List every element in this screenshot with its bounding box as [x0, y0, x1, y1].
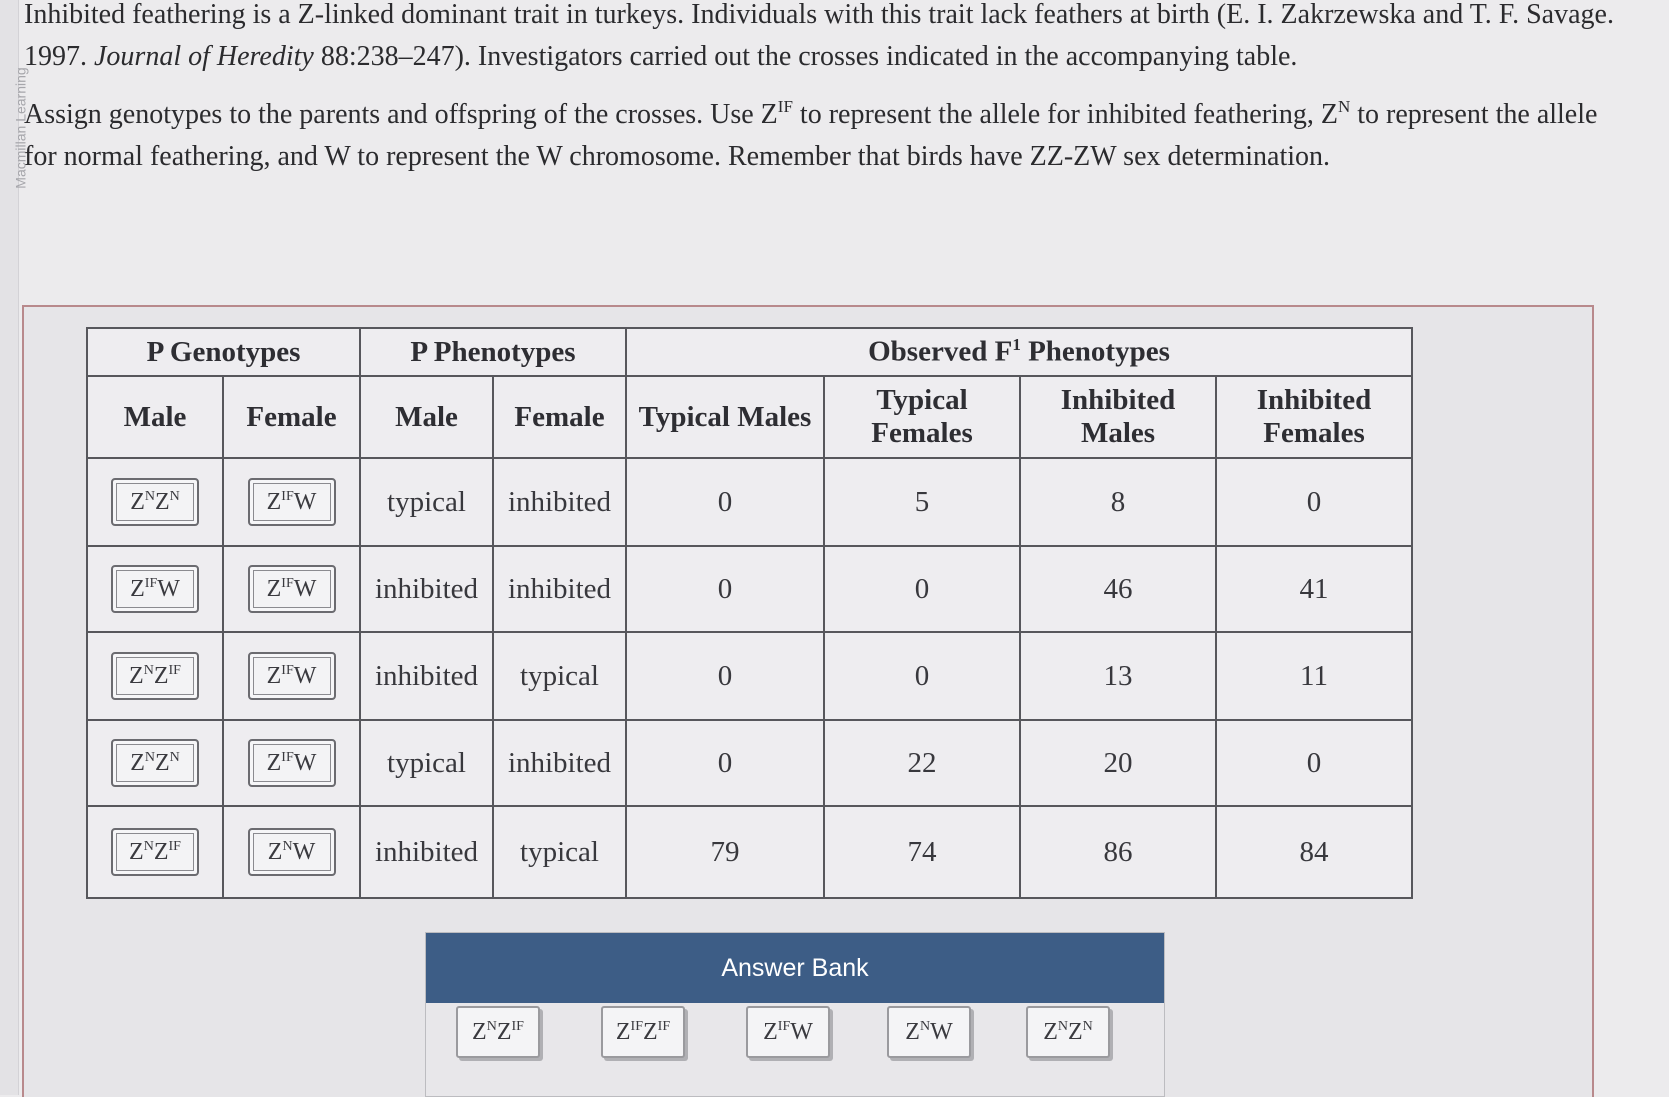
female-genotype-dropzone[interactable]: $Z^{IF}W$	[248, 652, 336, 700]
sidebar-label: Macmillan Learning	[12, 67, 29, 189]
male-phenotype-cell: typical	[360, 720, 493, 806]
male-genotype-dropzone[interactable]: $Z^NZ^N$	[111, 739, 199, 787]
male-genotype-dropzone[interactable]: $Z^NZ^N$	[111, 478, 199, 526]
sidebar-strip	[0, 0, 29, 1095]
typical-females-count: 5	[824, 458, 1020, 546]
question-text	[24, 0, 1624, 194]
male-phenotype-cell: inhibited	[360, 806, 493, 898]
male-genotype-cell	[87, 806, 223, 898]
answer-bank-item[interactable]: $Z^{IF}W$	[746, 1006, 830, 1058]
header-male-genotype: Male	[87, 376, 223, 458]
male-phenotype-cell: inhibited	[360, 632, 493, 720]
male-genotype-dropzone[interactable]: $Z^NZ^{IF}$	[111, 828, 199, 876]
female-phenotype-cell: typical	[493, 806, 626, 898]
typical-males-count: 0	[626, 458, 824, 546]
table-body	[87, 458, 1412, 898]
header-male-phenotype: Male	[360, 376, 493, 458]
table-row	[87, 546, 1412, 632]
inhibited-males-count: 20	[1020, 720, 1216, 806]
female-genotype-dropzone[interactable]: $Z^{IF}W$	[248, 739, 336, 787]
female-phenotype-cell: typical	[493, 632, 626, 720]
table-row	[87, 458, 1412, 546]
inhibited-males-count: 8	[1020, 458, 1216, 546]
male-phenotype-cell: inhibited	[360, 546, 493, 632]
table-row	[87, 720, 1412, 806]
male-genotype-cell	[87, 546, 223, 632]
header-p-genotypes: P Genotypes	[87, 328, 360, 376]
header-typical-males: Typical Males	[626, 376, 824, 458]
typical-females-count: 0	[824, 632, 1020, 720]
female-phenotype-cell: inhibited	[493, 720, 626, 806]
inhibited-females-count: 11	[1216, 632, 1412, 720]
inhibited-males-count: 46	[1020, 546, 1216, 632]
header-female-phenotype: Female	[493, 376, 626, 458]
header-inhibited-females: Inhibited Females	[1216, 376, 1412, 458]
male-genotype-cell	[87, 458, 223, 546]
typical-males-count: 79	[626, 806, 824, 898]
answer-bank-item[interactable]: $Z^NZ^N$	[1026, 1006, 1110, 1058]
inhibited-females-count: 0	[1216, 458, 1412, 546]
female-phenotype-cell: inhibited	[493, 546, 626, 632]
inhibited-males-count: 86	[1020, 806, 1216, 898]
answer-bank-title: Answer Bank	[426, 933, 1164, 1003]
female-genotype-cell	[223, 546, 360, 632]
header-p-phenotypes: P Phenotypes	[360, 328, 626, 376]
header-observed-f1-phenotypes: Observed $F^1$ Phenotypes	[626, 328, 1412, 376]
table-row	[87, 806, 1412, 898]
typical-females-count: 22	[824, 720, 1020, 806]
female-genotype-cell	[223, 632, 360, 720]
male-genotype-cell	[87, 720, 223, 806]
male-phenotype-cell: typical	[360, 458, 493, 546]
typical-males-count: 0	[626, 720, 824, 806]
header-female-genotype: Female	[223, 376, 360, 458]
typical-males-count: 0	[626, 546, 824, 632]
female-genotype-cell	[223, 720, 360, 806]
inhibited-males-count: 13	[1020, 632, 1216, 720]
male-genotype-cell	[87, 632, 223, 720]
female-genotype-dropzone[interactable]: $Z^{IF}W$	[248, 565, 336, 613]
typical-females-count: 74	[824, 806, 1020, 898]
female-phenotype-cell: inhibited	[493, 458, 626, 546]
answer-bank-item[interactable]: $Z^NW$	[887, 1006, 971, 1058]
table-row	[87, 632, 1412, 720]
question-paragraph-intro: Inhibited feathering is a Z-linked dominant trait in turkeys. Individuals with this trait lack feathers at birth (E. I. Zakrzewska and T. F. Savage. 1997. Journal of Heredity 88:238–247). Investigators carried out the crosses indicated in the accompanying table.	[24, 0, 1614, 72]
header-typical-females: Typical Females	[824, 376, 1020, 458]
typical-males-count: 0	[626, 632, 824, 720]
female-genotype-dropzone[interactable]: $Z^NW$	[248, 828, 336, 876]
male-genotype-dropzone[interactable]: $Z^NZ^{IF}$	[111, 652, 199, 700]
question-paragraph-instructions: Assign genotypes to the parents and offspring of the crosses. Use $Z^{IF}$ to represent the allele for inhibited feathering, $Z^N$ to represent the allele for normal feathering, and W to represent the W chromosome. Remember that birds have ZZ-ZW sex determination.	[24, 97, 1598, 172]
answer-bank-item[interactable]: $Z^NZ^{IF}$	[456, 1006, 540, 1058]
cross-table	[86, 327, 1413, 899]
female-genotype-dropzone[interactable]: $Z^{IF}W$	[248, 478, 336, 526]
male-genotype-dropzone[interactable]: $Z^{IF}W$	[111, 565, 199, 613]
typical-females-count: 0	[824, 546, 1020, 632]
inhibited-females-count: 41	[1216, 546, 1412, 632]
female-genotype-cell	[223, 806, 360, 898]
inhibited-females-count: 0	[1216, 720, 1412, 806]
female-genotype-cell	[223, 458, 360, 546]
inhibited-females-count: 84	[1216, 806, 1412, 898]
answer-bank-item[interactable]: $Z^{IF}Z^{IF}$	[601, 1006, 685, 1058]
header-inhibited-males: Inhibited Males	[1020, 376, 1216, 458]
